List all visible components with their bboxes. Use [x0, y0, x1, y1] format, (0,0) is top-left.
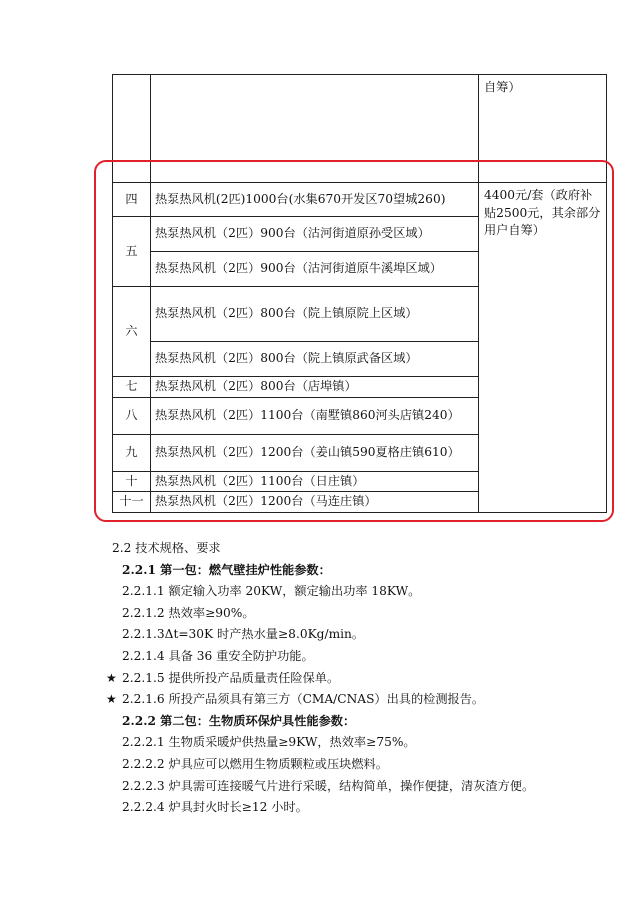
equipment-table: [112, 74, 607, 513]
spec-heading: 2.2 技术规格、要求: [112, 541, 221, 555]
spec-line: 2.2.2.2 炉具应可以燃用生物质颗粒或压块燃料。: [122, 756, 388, 771]
row-desc: 热泵热风机（2匹）800台（店埠镇）: [151, 377, 479, 398]
row-num: 八: [113, 398, 151, 435]
spec-line: 2.2.2.3 炉具需可连接暖气片进行采暖，结构简单，操作便捷，清灰渣方便。: [122, 778, 535, 793]
row-num: 九: [113, 435, 151, 472]
row-num: 四: [113, 183, 151, 217]
table-cell-note: [479, 75, 607, 183]
row-desc: 热泵热风机（2匹）800台（院上镇原院上区域）: [151, 287, 479, 342]
spec-line-starred: [106, 668, 612, 690]
row-desc: 热泵热风机（2匹）900台（沽河街道原牛溪埠区域）: [151, 252, 479, 287]
row-num: 六: [113, 287, 151, 377]
row-num: 十: [113, 472, 151, 492]
spec-line: 2.2.1.1 额定输入功率 20KW，额定输出功率 18KW。: [122, 584, 421, 599]
spec-line-starred: [106, 689, 612, 711]
spec-line: 2.2.1.2 热效率≥90%。: [122, 605, 255, 620]
spec-section: [106, 538, 612, 819]
row-desc: 热泵热风机(2匹)1000台(水集670开发区70望城260): [151, 183, 479, 217]
spec-line: 2.2.1.4 具备 36 重安全防护功能。: [122, 648, 314, 663]
row-num: 五: [113, 217, 151, 287]
row-num: 十一: [113, 492, 151, 513]
row-desc: 热泵热风机（2匹）1100台（日庄镇）: [151, 472, 479, 492]
table-row: [113, 183, 607, 217]
table-cell-desc: [151, 75, 479, 183]
row-desc: 热泵热风机（2匹）1200台（马连庄镇）: [151, 492, 479, 513]
row-desc: 热泵热风机（2匹）800台（院上镇原武备区域）: [151, 342, 479, 377]
subsidy-note-text: 4400元/套（政府补 贴2500元，其余部分 用户自筹）: [484, 188, 601, 238]
spec-subheading-pack1: 2.2.1 第一包：燃气壁挂炉性能参数：: [122, 562, 331, 577]
spec-line: 2.2.2.1 生物质采暖炉供热量≥9KW，热效率≥75%。: [122, 735, 416, 750]
star-icon: ★: [106, 692, 117, 707]
row-desc: 热泵热风机（2匹）1100台（南墅镇860河头店镇240）: [151, 398, 479, 435]
top-note-text: 自筹）: [484, 80, 521, 94]
star-icon: ★: [106, 670, 117, 685]
spec-line-text: 2.2.1.6 所投产品须具有第三方（CMA/CNAS）出具的检测报告。: [122, 692, 485, 707]
row-desc: 热泵热风机（2匹）1200台（姜山镇590夏格庄镇610）: [151, 435, 479, 472]
table-cell-num: [113, 75, 151, 183]
subsidy-note-cell: [479, 183, 607, 513]
row-num: 七: [113, 377, 151, 398]
spec-line: 2.2.2.4 炉具封火时长≥12 小时。: [122, 800, 308, 815]
row-desc: 热泵热风机（2匹）900台（沽河街道原孙受区域）: [151, 217, 479, 252]
spec-line-text: 2.2.1.5 提供所投产品质量责任险保单。: [122, 670, 340, 685]
spec-subheading-pack2: 2.2.2 第二包：生物质环保炉具性能参数：: [122, 713, 356, 728]
spec-line: 2.2.1.3Δt=30K 时产热水量≥8.0Kg/min。: [122, 627, 365, 642]
table-row: [113, 75, 607, 183]
